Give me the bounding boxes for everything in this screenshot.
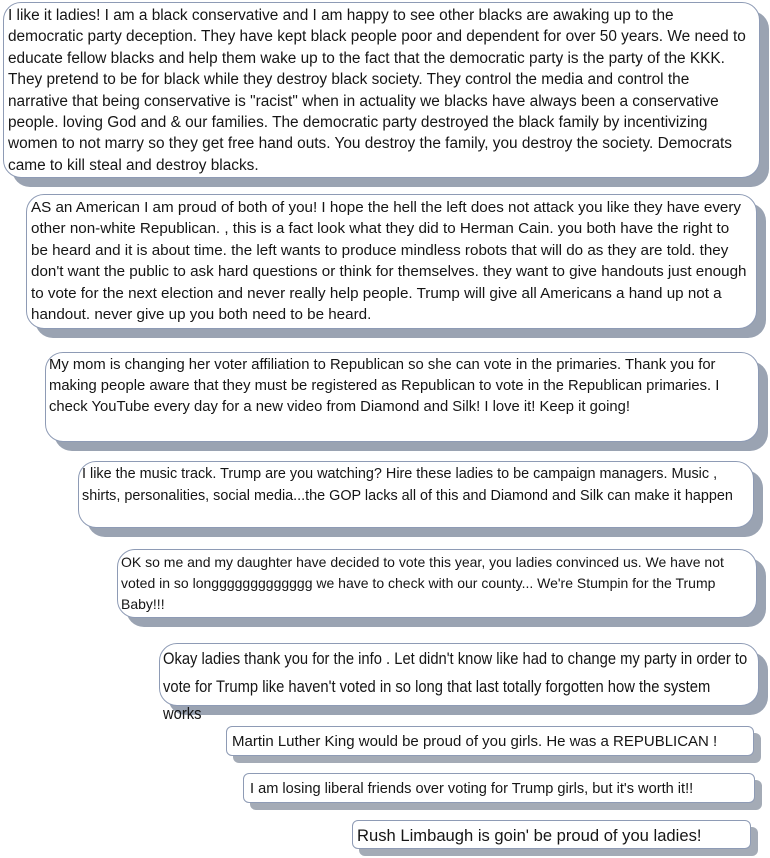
comment-text: Okay ladies thank you for the info . Let didn't know like had to change my party in order to vote for Trump like haven't voted in so long that last totally forgotten how the system works (163, 650, 748, 723)
comment-bubble (26, 194, 757, 329)
comment-bubble (3, 2, 760, 178)
comment-text: Martin Luther King would be proud of you girls. He was a REPUBLICAN ! (232, 733, 718, 750)
comment-bubble (226, 726, 754, 756)
comment-text: My mom is changing her voter affiliation to Republican so she can vote in the primaries. Thank you for making people aware that they must be registered as Republican to vote in the Republican primaries. I check YouTube every day for a new video from Diamond and Silk! I love it! Keep it going! (49, 357, 720, 416)
comment-text: Rush Limbaugh is goin' be proud of you ladies! (357, 826, 702, 845)
comment-bubble (117, 549, 757, 618)
comment-text: AS an American I am proud of both of you! I hope the hell the left does not attack you like they have every other non-white Republican. , this is a fact look what they did to Herman Cain. you both have the right to be heard and it is about time. the left wants to produce mindless robots that will do as they are told. they don't want the public to ask hard questions or think for themselves. they want to give handouts just enough to vote for the next election and never really help people. Trump will give all Americans a hand up not a handout. never give up you both need to be heard. (31, 199, 747, 324)
comment-bubble (45, 352, 759, 442)
comment-bubble (159, 643, 759, 723)
comment-bubble (243, 773, 755, 803)
comment-text: I am losing liberal friends over voting for Trump girls, but it's worth it!! (250, 781, 694, 797)
comment-bubble (352, 820, 751, 849)
comment-text: I like it ladies! I am a black conservative and I am happy to see other blacks are awaking up to the democratic party deception. They have kept black people poor and dependent for over 50 years. We need to educate fellow blacks and help them wake up to the fact that the democratic party is the party of the KKK. They pretend to be for black while they destroy black society. They control the media and control the narrative that being conservative is "racist" when in actuality we blacks have always been a conservative people. loving God and & our families. The democratic party destroyed the black family by incentivizing women to not marry so they get free hand outs. You destroy the family, you destroy the society. Democrats came to kill steal and destroy blacks. (8, 7, 746, 174)
comment-bubble (78, 461, 754, 528)
comment-text: OK so me and my daughter have decided to vote this year, you ladies convinced us. We have not voted in so longgggggggggggg we have to check with our county... We're Stumpin for the Trump Baby!!! (121, 554, 724, 613)
comment-text: I like the music track. Trump are you watching? Hire these ladies to be campaign managers. Music , shirts, personalities, social media...the GOP lacks all of this and Diamond and Silk can make it happen (82, 466, 733, 504)
